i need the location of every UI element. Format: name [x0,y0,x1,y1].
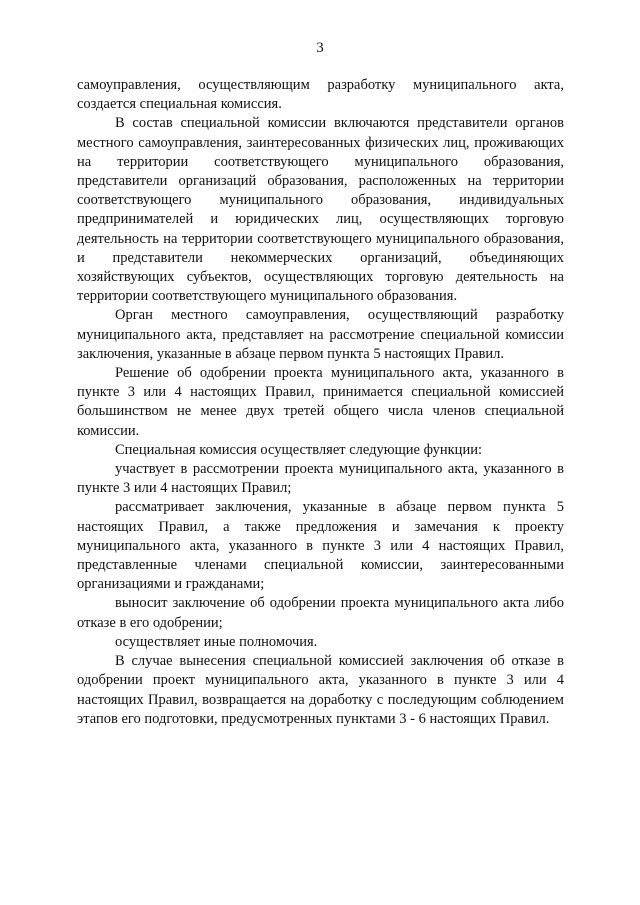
document-body [77,76,564,729]
paragraph-function-other-powers: осуществляет иные полномочия. [115,633,318,650]
paragraph-function-participates: участвует в рассмотрении проекта муниципального акта, указанного в пункте 3 или 4 настоящих Правил; [77,461,564,497]
paragraph-function-reviews: рассматривает заключения, указанные в абзаце первом пункта 5 настоящих Правил, а также предложения и замечания к проекту муниципального акта, указанного в пункте 3 или 4 настоящих Правил, представленные членами специальной комиссии, заинтересованными организациями и гражданами; [77,499,564,593]
paragraph-commission-composition: В состав специальной комиссии включаются представители органов местного самоуправления, заинтересованных физических лиц, проживающих на территории соответствующего муниципального образования, представители организаций образования, расположенных на территории соответствующего муниципального образования, индивидуальных предпринимателей и юридических лиц, осуществляющих торговую деятельность на территории соответствующего муниципального образования, и представители некоммерческих организаций, объединяющих хозяйствующих субъектов, осуществляющих торговую деятельность на территории соответствующего муниципального образования. [77,115,564,305]
page-number: 3 [316,40,324,56]
paragraph-functions-intro: Специальная комиссия осуществляет следующие функции: [115,441,482,458]
paragraph-conclusions-submission: Орган местного самоуправления, осуществляющий разработку муниципального акта, представляет на рассмотрение специальной комиссии заключения, указанные в абзаце первом пункта 5 настоящих Правил. [77,307,564,362]
paragraph-function-issues-conclusion: выносит заключение об одобрении проекта муниципального акта либо отказе в его одобрении; [77,595,564,631]
paragraph-refusal-case: В случае вынесения специальной комиссией заключения об отказе в одобрении проект муниципального акта, указанного в пункте 3 или 4 настоящих Правил, возвращается на доработку с последующим соблюдением этапов его подготовки, предусмотренных пунктами 3 - 6 настоящих Правил. [77,653,564,727]
paragraph-continuation: самоуправления, осуществляющим разработку муниципального акта, создается специальная комиссия. [77,77,564,113]
paragraph-approval-decision: Решение об одобрении проекта муниципального акта, указанного в пункте 3 или 4 настоящих Правил, принимается специальной комиссией большинством не менее двух третей общего числа членов специальной комиссии. [77,365,564,439]
